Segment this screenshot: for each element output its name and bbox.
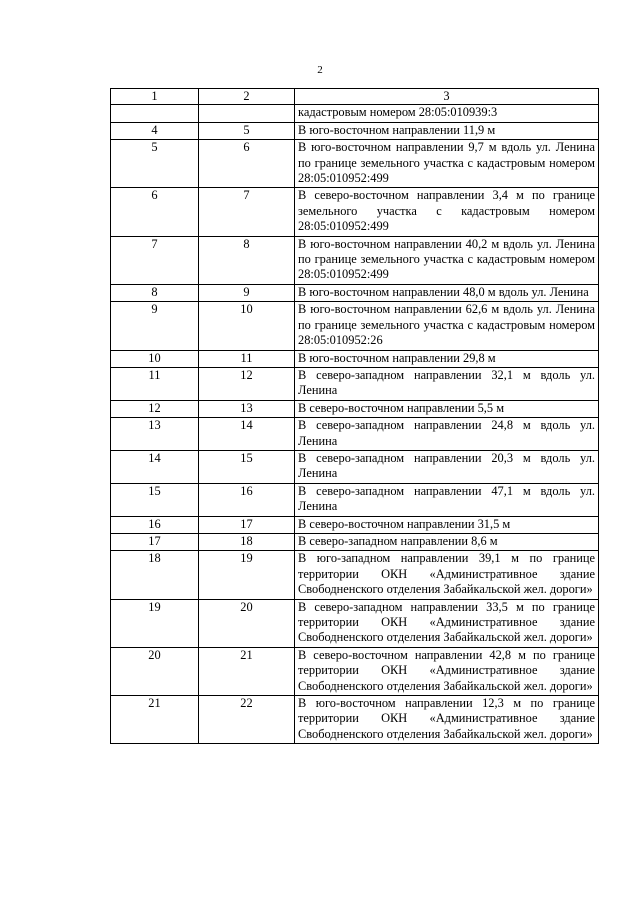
- point-from-cell: 16: [111, 516, 199, 533]
- point-from-cell: 13: [111, 418, 199, 451]
- point-to-cell: 13: [199, 400, 295, 417]
- point-from-cell: 5: [111, 140, 199, 188]
- point-to-cell: 21: [199, 647, 295, 695]
- boundary-points-table: [110, 88, 599, 744]
- direction-description-cell: В юго-восточном направлении 29,8 м: [295, 350, 599, 367]
- point-to-cell: 22: [199, 696, 295, 744]
- point-from-cell: 9: [111, 302, 199, 350]
- point-from-cell: 14: [111, 450, 199, 483]
- table-row: [111, 302, 599, 350]
- table-row: [111, 599, 599, 647]
- point-from-cell: 8: [111, 284, 199, 301]
- point-to-cell: 6: [199, 140, 295, 188]
- point-from-cell: 21: [111, 696, 199, 744]
- direction-description-cell: В северо-западном направлении 24,8 м вдоль ул. Ленина: [295, 418, 599, 451]
- table-row: [111, 188, 599, 236]
- direction-description-cell: В юго-западном направлении 39,1 м по границе территории ОКН «Административное здание Свободненского отделения Забайкальской жел. дороги»: [295, 551, 599, 599]
- direction-description-cell: В северо-западном направлении 32,1 м вдоль ул. Ленина: [295, 367, 599, 400]
- direction-description-cell: В юго-восточном направлении 48,0 м вдоль ул. Ленина: [295, 284, 599, 301]
- table-row: [111, 450, 599, 483]
- point-to-cell: 7: [199, 188, 295, 236]
- point-from-cell: 6: [111, 188, 199, 236]
- point-to-cell: 5: [199, 122, 295, 139]
- direction-description-cell: В северо-восточном направлении 5,5 м: [295, 400, 599, 417]
- table-row: [111, 533, 599, 550]
- header-cell-description: 3: [295, 89, 599, 105]
- table-row: [111, 400, 599, 417]
- table-row: [111, 140, 599, 188]
- direction-description-cell: В северо-западном направлении 33,5 м по границе территории ОКН «Административное здание Свободненского отделения Забайкальской жел. дороги»: [295, 599, 599, 647]
- point-to-cell: [199, 105, 295, 122]
- point-to-cell: 11: [199, 350, 295, 367]
- direction-description-cell: В северо-восточном направлении 3,4 м по границе земельного участка с кадастровым номером 28:05:010952:499: [295, 188, 599, 236]
- direction-description-cell: В северо-восточном направлении 42,8 м по границе территории ОКН «Административное здание Свободненского отделения Забайкальской жел. дороги»: [295, 647, 599, 695]
- point-from-cell: 10: [111, 350, 199, 367]
- point-from-cell: 12: [111, 400, 199, 417]
- point-to-cell: 16: [199, 483, 295, 516]
- direction-description-cell: В юго-восточном направлении 12,3 м по границе территории ОКН «Административное здание Свободненского отделения Забайкальской жел. дороги»: [295, 696, 599, 744]
- point-from-cell: [111, 105, 199, 122]
- table-row: [111, 122, 599, 139]
- direction-description-cell: В северо-восточном направлении 31,5 м: [295, 516, 599, 533]
- table-row: [111, 483, 599, 516]
- table-row: [111, 284, 599, 301]
- point-to-cell: 9: [199, 284, 295, 301]
- point-from-cell: 4: [111, 122, 199, 139]
- point-to-cell: 19: [199, 551, 295, 599]
- table-row: [111, 236, 599, 284]
- direction-description-cell: В северо-западном направлении 47,1 м вдоль ул. Ленина: [295, 483, 599, 516]
- direction-description-cell: кадастровым номером 28:05:010939:3: [295, 105, 599, 122]
- table-row: [111, 516, 599, 533]
- point-from-cell: 18: [111, 551, 199, 599]
- point-to-cell: 8: [199, 236, 295, 284]
- point-to-cell: 20: [199, 599, 295, 647]
- header-cell-from: 1: [111, 89, 199, 105]
- table-row: [111, 418, 599, 451]
- direction-description-cell: В северо-западном направлении 8,6 м: [295, 533, 599, 550]
- point-to-cell: 10: [199, 302, 295, 350]
- table-row: [111, 105, 599, 122]
- table-row: [111, 350, 599, 367]
- point-to-cell: 12: [199, 367, 295, 400]
- header-cell-to: 2: [199, 89, 295, 105]
- direction-description-cell: В юго-восточном направлении 9,7 м вдоль ул. Ленина по границе земельного участка с кадастровым номером 28:05:010952:499: [295, 140, 599, 188]
- point-to-cell: 15: [199, 450, 295, 483]
- point-to-cell: 14: [199, 418, 295, 451]
- point-from-cell: 7: [111, 236, 199, 284]
- table-row: [111, 367, 599, 400]
- table-row: [111, 551, 599, 599]
- point-to-cell: 18: [199, 533, 295, 550]
- point-from-cell: 17: [111, 533, 199, 550]
- point-from-cell: 15: [111, 483, 199, 516]
- direction-description-cell: В северо-западном направлении 20,3 м вдоль ул. Ленина: [295, 450, 599, 483]
- table-header-row: [111, 89, 599, 105]
- direction-description-cell: В юго-восточном направлении 11,9 м: [295, 122, 599, 139]
- direction-description-cell: В юго-восточном направлении 40,2 м вдоль ул. Ленина по границе земельного участка с кадастровым номером 28:05:010952:499: [295, 236, 599, 284]
- page-number: 2: [317, 64, 323, 76]
- table-row: [111, 647, 599, 695]
- point-to-cell: 17: [199, 516, 295, 533]
- point-from-cell: 11: [111, 367, 199, 400]
- point-from-cell: 19: [111, 599, 199, 647]
- table-row: [111, 696, 599, 744]
- point-from-cell: 20: [111, 647, 199, 695]
- direction-description-cell: В юго-восточном направлении 62,6 м вдоль ул. Ленина по границе земельного участка с кадастровым номером 28:05:010952:26: [295, 302, 599, 350]
